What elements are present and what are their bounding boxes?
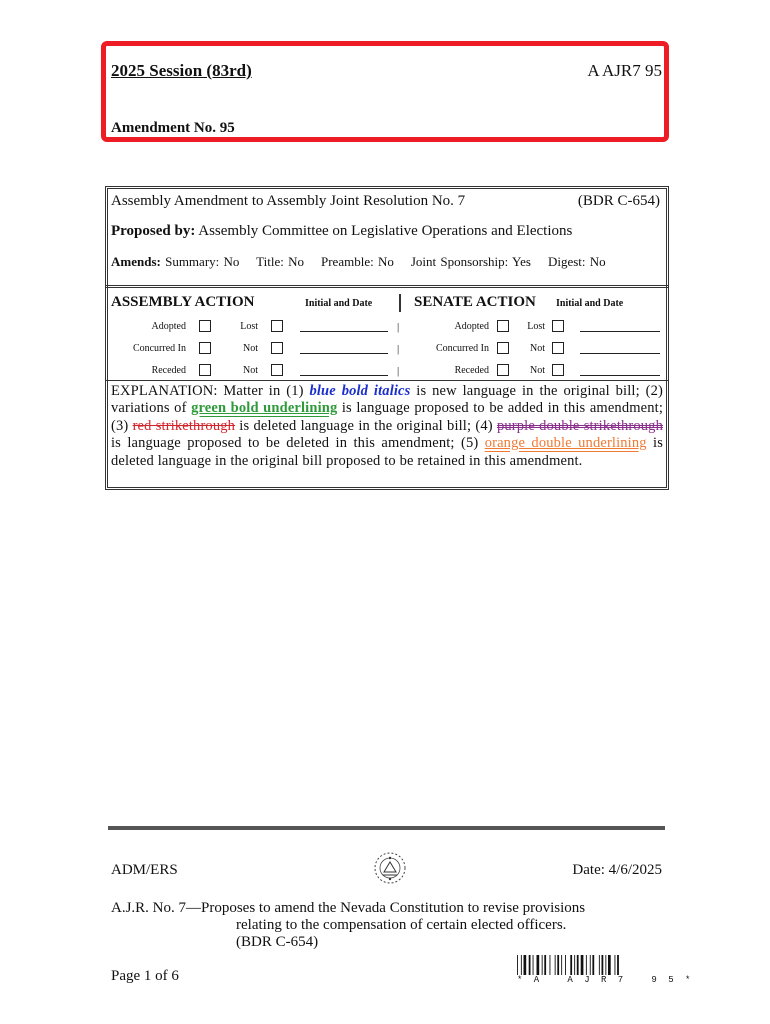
senate-not-concurred-checkbox[interactable] (552, 342, 564, 354)
assembly-lost-checkbox[interactable] (271, 320, 283, 332)
explanation-blue-sample: blue bold italics (309, 383, 411, 399)
explanation-text: EXPLANATION: Matter in (1) (111, 383, 310, 399)
explanation-orange-sample: orange double underlining (484, 435, 647, 452)
senate-signature-line[interactable] (580, 331, 660, 332)
assembly-adopted-label: Adopted (151, 321, 186, 332)
bill-summary-line: A.J.R. No. 7—Proposes to amend the Nevada Constitution to revise provisions (111, 900, 586, 916)
amends-line (111, 254, 606, 270)
assembly-not-label: Not (243, 343, 258, 354)
proposed-by-value: Assembly Committee on Legislative Operations and Elections (198, 223, 573, 239)
barcode-bar (570, 955, 572, 975)
amends-items: Summary: No Title: No Preamble: No Joint Sponsorship: Yes Digest: No (165, 254, 606, 269)
barcode-bar (615, 955, 616, 975)
barcode-bar (537, 955, 540, 975)
assembly-receded-label: Receded (151, 365, 186, 376)
senate-signature-line[interactable] (580, 375, 660, 376)
explanation-purple-sample: purple double strikethrough (496, 417, 663, 434)
assembly-not-receded-checkbox[interactable] (271, 364, 283, 376)
box-divider (105, 285, 669, 288)
assembly-concurred-checkbox[interactable] (199, 342, 211, 354)
bdr-number: (BDR C-654) (577, 193, 660, 209)
amendment-date: Date: 4/6/2025 (572, 862, 662, 878)
bill-summary-bdr: (BDR C-654) (236, 934, 319, 950)
senate-not-label: Not (530, 343, 545, 354)
assembly-concurred-label: Concurred In (132, 343, 186, 354)
barcode-bar (590, 955, 591, 975)
barcode-bar (529, 955, 531, 975)
senate-receded-label: Receded (454, 365, 489, 376)
barcode-bar (555, 955, 556, 975)
barcode-bar (574, 955, 575, 975)
session-title: 2025 Session (83rd) (111, 61, 252, 80)
senate-signature-line[interactable] (580, 353, 660, 354)
barcode-bar (565, 955, 566, 975)
senate-concurred-checkbox[interactable] (497, 342, 509, 354)
barcode-bar (586, 955, 587, 975)
explanation-red-sample: red strikethrough (132, 417, 236, 434)
amendment-number: Amendment No. 95 (111, 120, 235, 136)
explanation-text: is new language in the original bill; (2) variations of (111, 383, 663, 417)
assembly-receded-checkbox[interactable] (199, 364, 211, 376)
barcode-bar (550, 955, 551, 975)
barcode-text: * A A J R 7 9 5 * (517, 975, 694, 985)
barcode-bar (521, 955, 522, 975)
explanation-text: is language proposed to be added in this amendment; (3) (111, 400, 663, 434)
barcode-bar (599, 955, 600, 975)
senate-not-receded-checkbox[interactable] (552, 364, 564, 376)
bill-id: A AJR7 95 (587, 61, 662, 80)
barcode-bar (517, 955, 518, 975)
assembly-not-concurred-checkbox[interactable] (271, 342, 283, 354)
pipe-mark: | (397, 343, 400, 355)
explanation-text: is deleted language in the original bill proposed to be retained in this amendment. (111, 435, 663, 469)
drafter-initials: ADM/ERS (111, 862, 178, 878)
action-divider (399, 294, 401, 312)
explanation-text: is deleted language in the original bill; (4) (235, 417, 497, 434)
explanation-divider (105, 380, 669, 381)
assembly-initial-date-heading: Initial and Date (305, 298, 373, 309)
assembly-signature-line[interactable] (300, 375, 388, 376)
barcode-bar (602, 955, 604, 975)
assembly-not-label: Not (243, 365, 258, 376)
senate-receded-checkbox[interactable] (497, 364, 509, 376)
senate-adopted-checkbox[interactable] (497, 320, 509, 332)
proposed-by-label: Proposed by: (111, 223, 196, 239)
barcode-bar (533, 955, 534, 975)
bill-summary-line: relating to the compensation of certain elected officers. (236, 917, 567, 933)
senate-lost-checkbox[interactable] (552, 320, 564, 332)
assembly-signature-line[interactable] (300, 353, 388, 354)
barcode-bar (581, 955, 584, 975)
assembly-lost-label: Lost (240, 321, 258, 332)
footer-rule (108, 826, 665, 830)
senate-lost-label: Lost (527, 321, 545, 332)
barcode-bar (577, 955, 579, 975)
explanation-paragraph (111, 383, 663, 470)
barcode-bar (524, 955, 527, 975)
senate-action-heading: SENATE ACTION (414, 294, 536, 310)
senate-not-label: Not (530, 365, 545, 376)
barcode-bar (592, 955, 594, 975)
barcode-bar (561, 955, 562, 975)
pipe-mark: | (397, 321, 400, 333)
barcode-bar (557, 955, 559, 975)
senate-initial-date-heading: Initial and Date (556, 298, 624, 309)
explanation-text: is language proposed to be deleted in this amendment; (5) (111, 435, 485, 452)
barcode-bar (605, 955, 606, 975)
barcode-bar (542, 955, 543, 975)
barcode-bar (544, 955, 546, 975)
explanation-green-sample: green bold underlining (191, 400, 338, 417)
state-seal-icon (372, 850, 408, 886)
proposed-by (111, 223, 572, 240)
barcode-bar (617, 955, 619, 975)
senate-concurred-label: Concurred In (435, 343, 489, 354)
assembly-action-heading: ASSEMBLY ACTION (111, 294, 255, 310)
page-number: Page 1 of 6 (111, 968, 179, 984)
assembly-signature-line[interactable] (300, 331, 388, 332)
assembly-adopted-checkbox[interactable] (199, 320, 211, 332)
amendment-title: Assembly Amendment to Assembly Joint Resolution No. 7 (111, 193, 466, 209)
barcode-bar (608, 955, 611, 975)
amends-label: Amends: (111, 254, 161, 269)
senate-adopted-label: Adopted (454, 321, 489, 332)
pipe-mark: | (397, 365, 400, 377)
barcode-icon (517, 955, 661, 975)
